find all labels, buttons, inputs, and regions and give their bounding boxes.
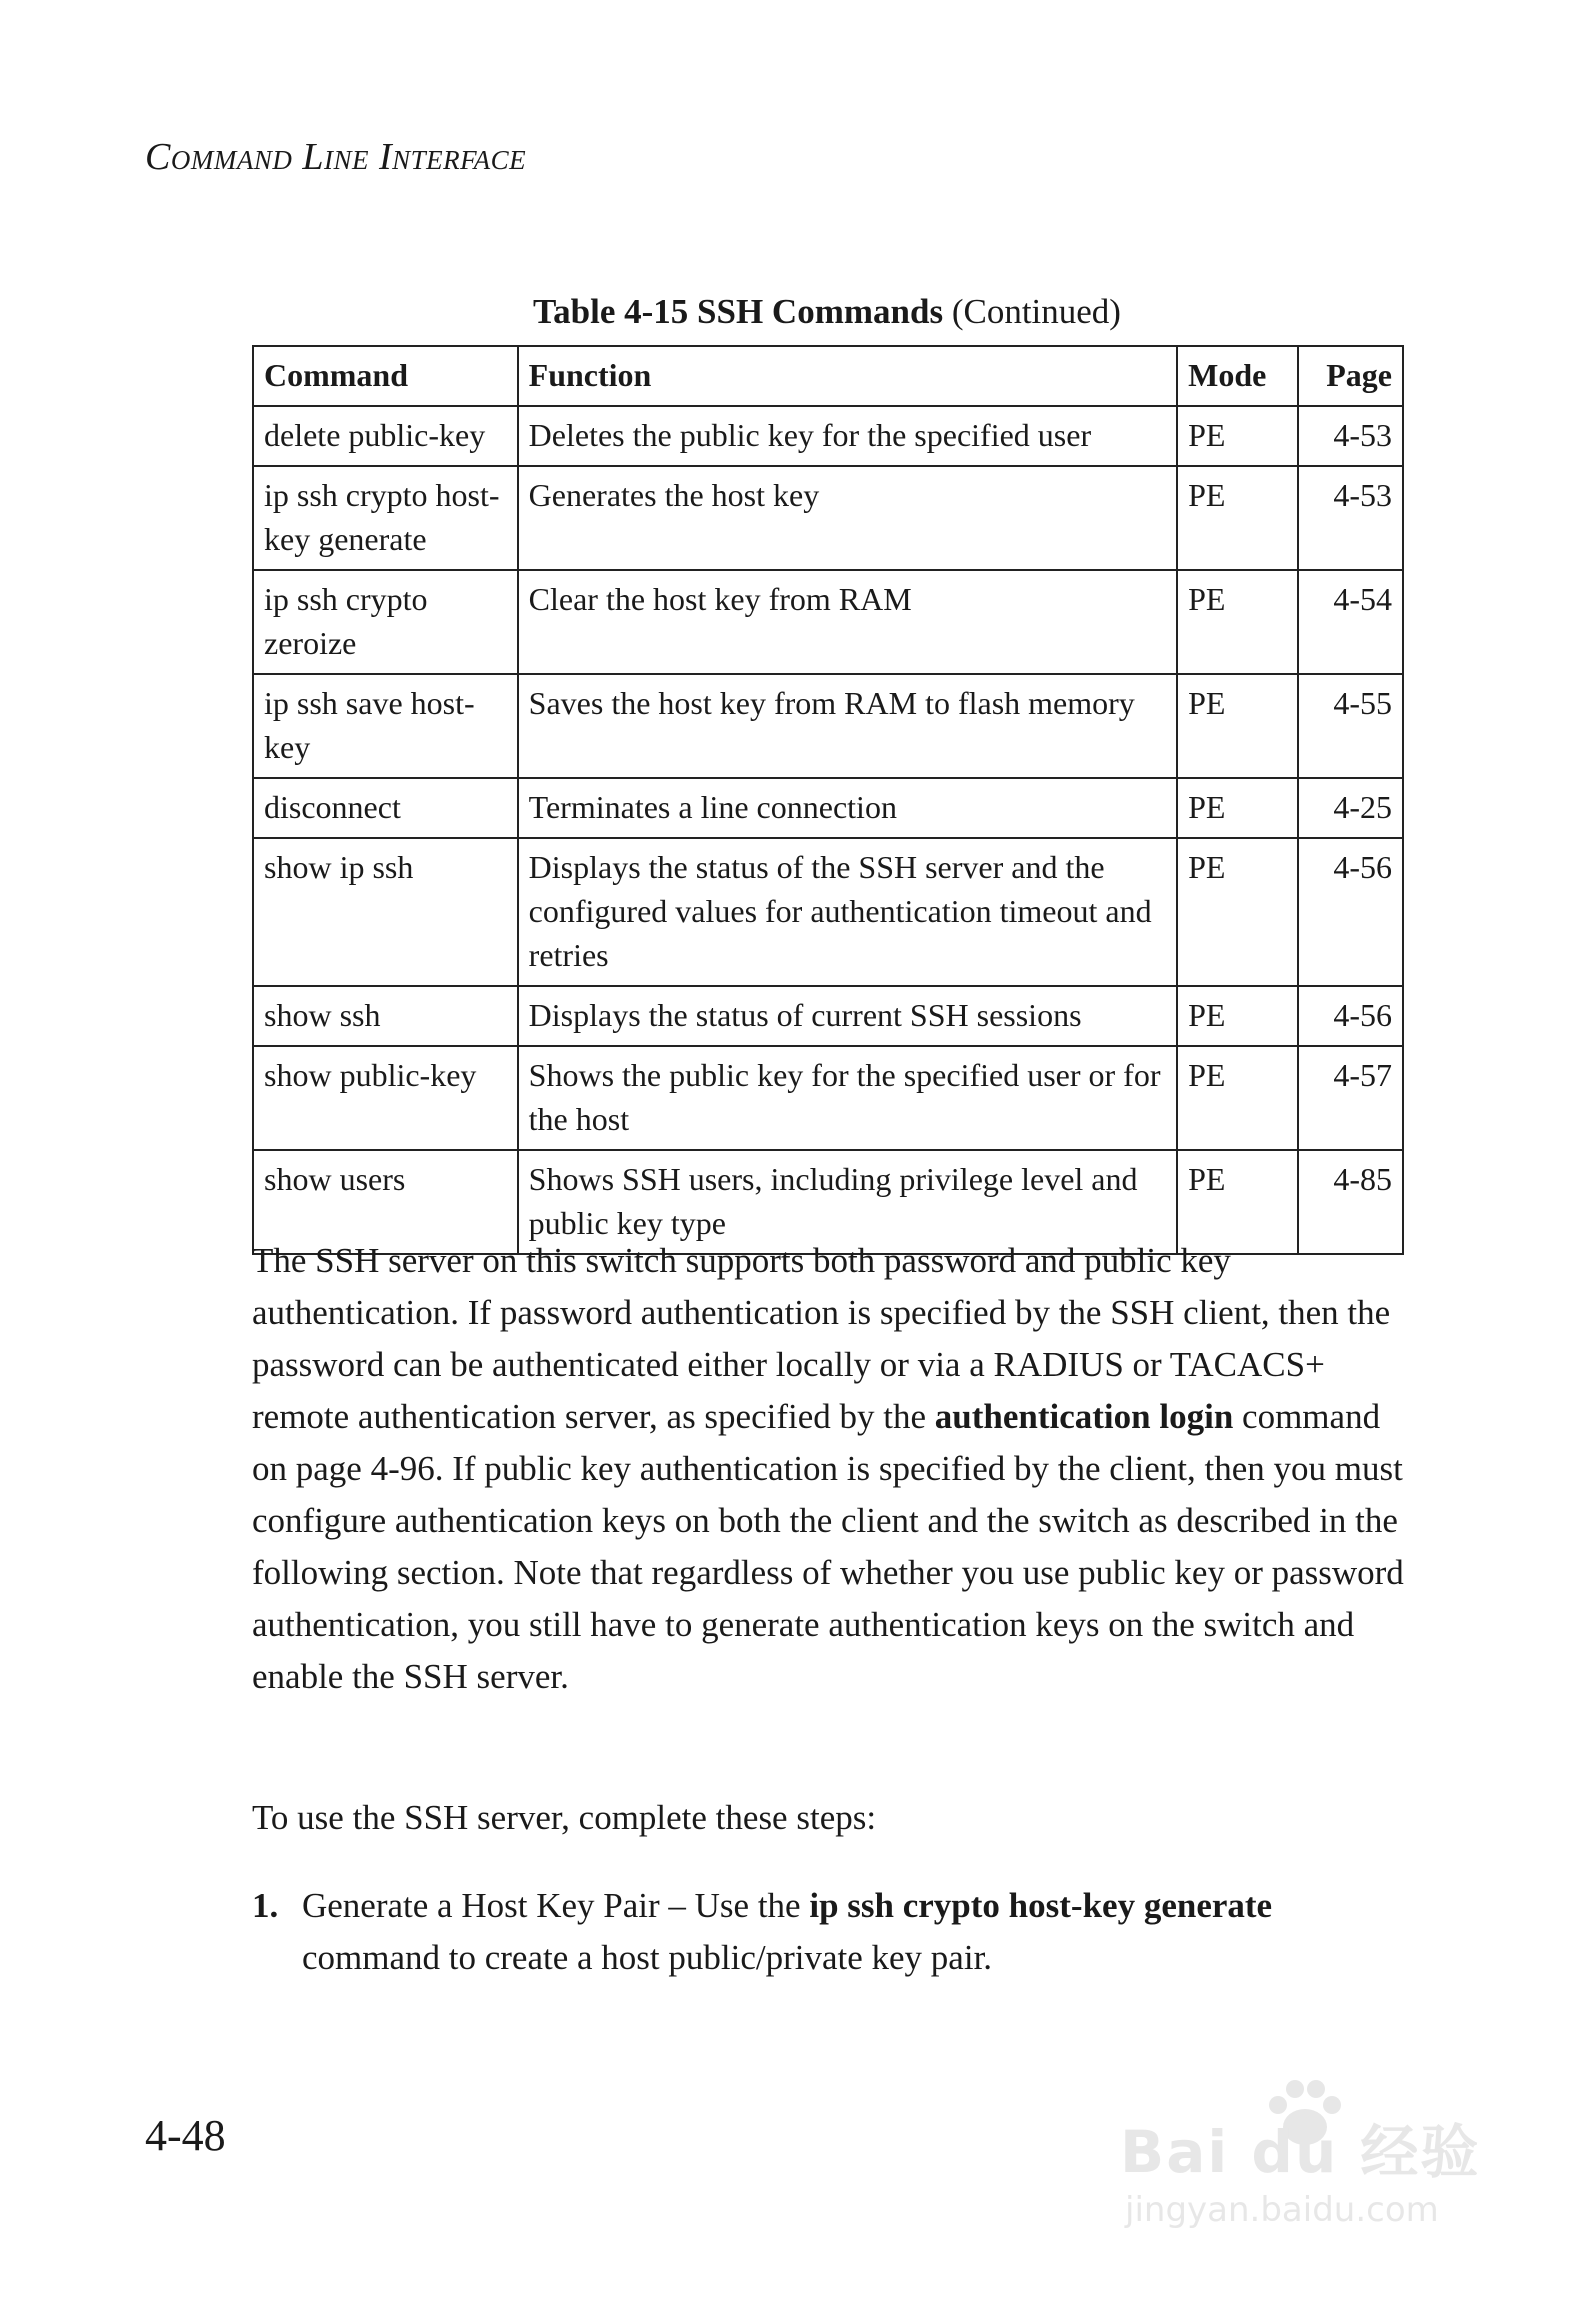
cell-mode: PE: [1177, 570, 1298, 674]
cell-page: 4-56: [1298, 986, 1403, 1046]
cell-function: Clear the host key from RAM: [518, 570, 1177, 674]
cell-page: 4-85: [1298, 1150, 1403, 1254]
step1-text-before: Generate a Host Key Pair – Use the: [302, 1886, 810, 1925]
cell-function: Shows SSH users, including privilege level and public key type: [518, 1150, 1177, 1254]
running-head: Command Line Interface: [145, 136, 527, 178]
table-row: [253, 778, 1403, 838]
cell-function: Generates the host key: [518, 466, 1177, 570]
cell-mode: PE: [1177, 406, 1298, 466]
cell-function: Shows the public key for the specified user or for the host: [518, 1046, 1177, 1150]
cell-mode: PE: [1177, 986, 1298, 1046]
table-row: [253, 986, 1403, 1046]
cell-page: 4-57: [1298, 1046, 1403, 1150]
cell-command: delete public-key: [253, 406, 518, 466]
cell-command: ip ssh crypto zeroize: [253, 570, 518, 674]
cell-command: show ssh: [253, 986, 518, 1046]
table-row: [253, 1046, 1403, 1150]
baidu-watermark: [1120, 2085, 1500, 2255]
header-page: Page: [1298, 346, 1403, 406]
para1-text-after: command on page 4-96. If public key authentication is specified by the client, then you must configure authentication keys on both the client and the switch as described in the following section. Note that regardless of whether you use public key or password authentication, you still have to generate authentication keys on the switch and enable the SSH server.: [252, 1397, 1404, 1696]
cell-mode: PE: [1177, 778, 1298, 838]
step-number: 1.: [252, 1886, 279, 1925]
table-header-row: [253, 346, 1403, 406]
cell-page: 4-54: [1298, 570, 1403, 674]
cell-function: Saves the host key from RAM to flash memory: [518, 674, 1177, 778]
header-mode: Mode: [1177, 346, 1298, 406]
cell-page: 4-53: [1298, 406, 1403, 466]
para1-text-before: The SSH server on this switch supports both password and public key authentication. If password authentication is specified by the SSH client, then the password can be authenticated either locally or via a RADIUS or TACACS+ remote authentication server, as specified by the: [252, 1241, 1391, 1436]
cell-command: show public-key: [253, 1046, 518, 1150]
header-command: Command: [253, 346, 518, 406]
table-caption-continued: (Continued): [943, 292, 1121, 331]
table-row: [253, 466, 1403, 570]
cell-page: 4-55: [1298, 674, 1403, 778]
table-row: [253, 570, 1403, 674]
step-1: [252, 1880, 1407, 1984]
step-text: [302, 1880, 1407, 1984]
header-function: Function: [518, 346, 1177, 406]
steps-intro: To use the SSH server, complete these steps:: [252, 1798, 877, 1837]
watermark-url: jingyan.baidu.com: [1125, 2190, 1439, 2230]
cell-command: ip ssh save host-key: [253, 674, 518, 778]
cell-mode: PE: [1177, 1150, 1298, 1254]
ssh-auth-paragraph: [252, 1235, 1407, 1703]
cell-mode: PE: [1177, 838, 1298, 986]
cell-command: ip ssh crypto host-key generate: [253, 466, 518, 570]
cell-function: Displays the status of current SSH sessions: [518, 986, 1177, 1046]
cell-mode: PE: [1177, 466, 1298, 570]
cell-mode: PE: [1177, 674, 1298, 778]
cell-page: 4-25: [1298, 778, 1403, 838]
cell-command: show ip ssh: [253, 838, 518, 986]
cell-page: 4-53: [1298, 466, 1403, 570]
host-key-generate-command: ip ssh crypto host-key generate: [809, 1886, 1273, 1925]
step1-text-after: command to create a host public/private key pair.: [302, 1938, 993, 1977]
authentication-login-command: authentication login: [934, 1397, 1234, 1436]
cell-mode: PE: [1177, 1046, 1298, 1150]
table-caption: [252, 292, 1402, 332]
cell-function: Displays the status of the SSH server and the configured values for authentication timeout and retries: [518, 838, 1177, 986]
cell-command: show users: [253, 1150, 518, 1254]
watermark-text: Bai du 经验: [1120, 2118, 1481, 2186]
cell-command: disconnect: [253, 778, 518, 838]
cell-function: Terminates a line connection: [518, 778, 1177, 838]
table-row: [253, 406, 1403, 466]
ssh-commands-table: [252, 345, 1404, 1255]
table-row: [253, 838, 1403, 986]
cell-page: 4-56: [1298, 838, 1403, 986]
table-row: [253, 674, 1403, 778]
page-number: 4-48: [145, 2111, 226, 2160]
cell-function: Deletes the public key for the specified user: [518, 406, 1177, 466]
table-caption-title: Table 4-15 SSH Commands: [533, 292, 944, 331]
